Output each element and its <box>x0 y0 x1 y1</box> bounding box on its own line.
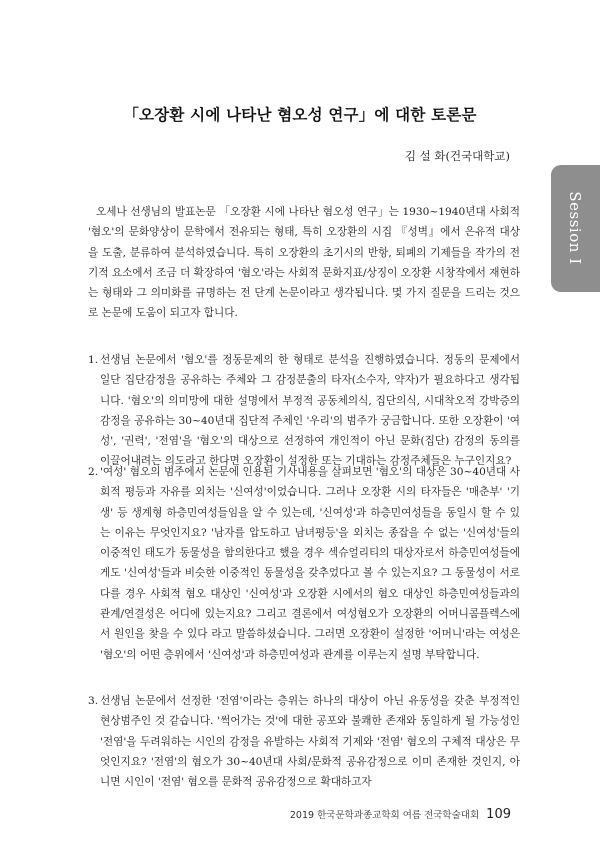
question-2 <box>88 462 520 665</box>
intro-paragraph: 오세나 선생님의 발표논문 「오장환 시에 나타난 혐오성 연구」는 1930~1940년대 사회적 '혐오'의 문화양상이 문학에서 전유되는 형태, 특히 오장환의 시집 『성벽』에서 은유적 대상을 도출, 분류하여 분석하였습니다. 특히 오장환의 초기시의 반항, 퇴폐의 기제들을 작가의 전기적 요소에서 조금 더 확장하여 '혐오'라는 사회적 문화지표/상징이 오장환 시창작에서 재현하는 형태와 그 의미화를 규명하는 전 단계 논문이라고 생각됩니다. 몇 가지 질문을 드리는 것으로 논문에 도움이 되고자 합니다. <box>88 206 520 320</box>
question-2-text: '여성' 혐오의 범주에서 논문에 인용된 기사내용을 살펴보면 '혐오'의 대상은 30~40년대 사회적 평등과 자유를 외치는 '신여성'이었습니다. 그러나 오장환 시의 타자들은 '매춘부' '기생' 등 생계형 하층민여성들임을 알 수 있는데, '신여성'과 하층민여성들을 동일시 할 수 있는 이유는 무엇인지요? '남자를 압도하고 남녀평등'을 외치는 종잡을 수 없는 '신여성'들의 이중적인 태도가 동물성을 함의한다고 했을 경우 섹슈얼리티의 대상자로서 하층민여성들에게도 '신여성'들과 비슷한 이중적인 동물성을 갖추었다고 볼 수 있는지요? 그 동물성이 서로 다를 경우 사회적 혐오 대상인 '신여성'과 오장환 시에서의 혐오 대상인 하층민여성들과의 관계/연결성은 어디에 있는지요? 그리고 결론에서 여성혐오가 오장환의 어머니콤플렉스에서 원인을 찾을 수 있다 라고 말씀하셨습니다. 그러면 오장환이 설정한 '어머니'라는 여성은 '혐오'의 어떤 층위에서 '신여성'과 하층민여성과 관계를 이루는지 설명 부탁합니다. <box>100 466 520 661</box>
question-3-text: 선생님 논문에서 선정한 '전염'이라는 층위는 하나의 대상이 아닌 유동성을 갖춘 부정적인 현상범주인 것 같습니다. '썩어가는 것'에 대한 공포와 불쾌한 존재와 동일하게 될 가능성인 '전염'을 두려워하는 시인의 감정을 유발하는 사회적 기제와 '전염' 혐오의 구체적 대상은 무엇인지요? '전염'의 혐오가 30~40년대 사회/문화적 공유감정으로 이미 존재한 것인지, 아니면 시인이 '전염' 혐오를 문화적 공유감정으로 확대하고자 <box>100 695 520 789</box>
page-title: 「오장환 시에 나타난 혐오성 연구」에 대한 토론문 <box>123 105 477 124</box>
session-label: Session I <box>566 191 584 265</box>
question-3-number: 3. <box>88 695 99 707</box>
author-line: 김 설 화(건국대학교) <box>404 149 510 163</box>
question-1-number: 1. <box>88 354 99 366</box>
question-1 <box>88 350 520 472</box>
question-2-number: 2. <box>88 466 99 478</box>
session-tab <box>551 165 600 292</box>
footer-conference: 2019 한국문학과종교학회 여름 전국학술대회 <box>289 810 480 821</box>
question-3 <box>88 691 520 792</box>
footer-page-number: 109 <box>486 807 511 822</box>
question-1-text: 선생님 논문에서 '혐오'를 정동문제의 한 형태로 분석을 진행하였습니다. 정동의 문제에서 일단 집단감정을 공유하는 주체와 그 감정분출의 타자(소수자, 약자)가 필요하다고 생각됩니다. '혐오'의 의미망에 대한 설명에서 부정적 공동체의식, 집단의식, 시대착오적 강박증의 감정을 공유하는 30~40년대 집단적 주체인 '우리'의 범주가 궁금합니다. 또한 오장환이 '여성', '권력', '전염'을 '혐오'의 대상으로 선정하여 개인적이 아닌 문화(집단) 감정의 동의를 이끌어내려는 의도라고 한다면 오장환이 설정한 또는 기대하는 감정주체들은 누구인지요? <box>100 354 520 468</box>
page-footer <box>290 807 511 822</box>
